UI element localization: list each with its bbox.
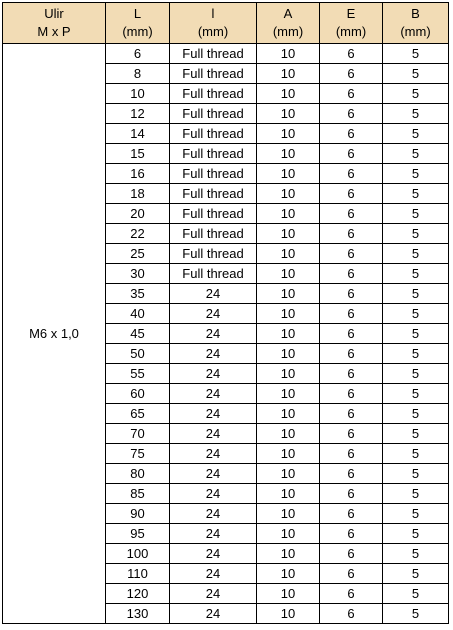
cell-i: Full thread	[170, 104, 257, 124]
cell-e: 6	[320, 604, 383, 624]
header-ulir-line1: Ulir	[44, 6, 64, 21]
cell-b: 5	[383, 444, 449, 464]
cell-i: 24	[170, 504, 257, 524]
cell-a: 10	[257, 284, 320, 304]
cell-a: 10	[257, 144, 320, 164]
cell-a: 10	[257, 344, 320, 364]
cell-e: 6	[320, 404, 383, 424]
cell-e: 6	[320, 424, 383, 444]
cell-b: 5	[383, 244, 449, 264]
cell-a: 10	[257, 464, 320, 484]
cell-i: Full thread	[170, 244, 257, 264]
cell-l: 50	[106, 344, 170, 364]
cell-e: 6	[320, 464, 383, 484]
header-l	[106, 3, 170, 44]
cell-a: 10	[257, 524, 320, 544]
cell-b: 5	[383, 544, 449, 564]
cell-b: 5	[383, 484, 449, 504]
cell-b: 5	[383, 224, 449, 244]
cell-b: 5	[383, 84, 449, 104]
cell-i: 24	[170, 584, 257, 604]
cell-b: 5	[383, 44, 449, 64]
cell-l: 95	[106, 524, 170, 544]
cell-i: 24	[170, 364, 257, 384]
cell-e: 6	[320, 244, 383, 264]
cell-b: 5	[383, 64, 449, 84]
cell-a: 10	[257, 164, 320, 184]
cell-i: 24	[170, 404, 257, 424]
cell-i: 24	[170, 604, 257, 624]
cell-a: 10	[257, 504, 320, 524]
header-e-line1: E	[346, 6, 356, 21]
bolt-spec-table	[2, 2, 449, 624]
cell-a: 10	[257, 264, 320, 284]
header-e-line2: (mm)	[335, 24, 367, 39]
cell-a: 10	[257, 564, 320, 584]
cell-l: 75	[106, 444, 170, 464]
cell-e: 6	[320, 324, 383, 344]
header-b	[383, 3, 449, 44]
header-e	[320, 3, 383, 44]
cell-i: Full thread	[170, 84, 257, 104]
cell-a: 10	[257, 64, 320, 84]
cell-e: 6	[320, 564, 383, 584]
cell-b: 5	[383, 344, 449, 364]
cell-i: 24	[170, 324, 257, 344]
header-ulir-line2: M x P	[37, 24, 71, 39]
cell-e: 6	[320, 444, 383, 464]
cell-a: 10	[257, 364, 320, 384]
cell-e: 6	[320, 504, 383, 524]
cell-a: 10	[257, 404, 320, 424]
cell-a: 10	[257, 544, 320, 564]
cell-i: 24	[170, 464, 257, 484]
cell-e: 6	[320, 124, 383, 144]
cell-b: 5	[383, 144, 449, 164]
cell-e: 6	[320, 484, 383, 504]
cell-b: 5	[383, 204, 449, 224]
header-a-line2: (mm)	[272, 24, 304, 39]
cell-e: 6	[320, 104, 383, 124]
cell-l: 20	[106, 204, 170, 224]
cell-i: Full thread	[170, 64, 257, 84]
cell-e: 6	[320, 164, 383, 184]
cell-i: 24	[170, 284, 257, 304]
cell-a: 10	[257, 224, 320, 244]
cell-i: Full thread	[170, 124, 257, 144]
cell-l: 18	[106, 184, 170, 204]
cell-a: 10	[257, 124, 320, 144]
cell-a: 10	[257, 324, 320, 344]
header-row	[3, 3, 449, 44]
cell-b: 5	[383, 304, 449, 324]
cell-b: 5	[383, 264, 449, 284]
cell-b: 5	[383, 604, 449, 624]
cell-b: 5	[383, 324, 449, 344]
cell-b: 5	[383, 404, 449, 424]
cell-e: 6	[320, 184, 383, 204]
cell-l: 65	[106, 404, 170, 424]
cell-e: 6	[320, 44, 383, 64]
cell-a: 10	[257, 424, 320, 444]
cell-b: 5	[383, 424, 449, 444]
cell-e: 6	[320, 364, 383, 384]
cell-l: 25	[106, 244, 170, 264]
cell-l: 30	[106, 264, 170, 284]
cell-i: Full thread	[170, 204, 257, 224]
cell-i: 24	[170, 304, 257, 324]
cell-i: Full thread	[170, 184, 257, 204]
cell-e: 6	[320, 344, 383, 364]
table-body	[3, 44, 449, 624]
cell-b: 5	[383, 584, 449, 604]
cell-l: 12	[106, 104, 170, 124]
cell-l: 120	[106, 584, 170, 604]
cell-a: 10	[257, 84, 320, 104]
cell-e: 6	[320, 64, 383, 84]
cell-a: 10	[257, 604, 320, 624]
cell-i: Full thread	[170, 164, 257, 184]
cell-e: 6	[320, 224, 383, 244]
cell-l: 100	[106, 544, 170, 564]
cell-l: 35	[106, 284, 170, 304]
cell-e: 6	[320, 524, 383, 544]
cell-a: 10	[257, 104, 320, 124]
header-i	[170, 3, 257, 44]
header-i-line1: l	[211, 6, 215, 21]
cell-l: 22	[106, 224, 170, 244]
cell-e: 6	[320, 584, 383, 604]
cell-b: 5	[383, 284, 449, 304]
cell-i: Full thread	[170, 144, 257, 164]
cell-l: 6	[106, 44, 170, 64]
header-b-line2: (mm)	[400, 24, 431, 39]
cell-b: 5	[383, 364, 449, 384]
cell-l: 14	[106, 124, 170, 144]
cell-i: 24	[170, 524, 257, 544]
cell-b: 5	[383, 124, 449, 144]
cell-l: 85	[106, 484, 170, 504]
cell-e: 6	[320, 544, 383, 564]
cell-l: 90	[106, 504, 170, 524]
header-l-line2: (mm)	[122, 24, 153, 39]
cell-b: 5	[383, 184, 449, 204]
cell-l: 8	[106, 64, 170, 84]
cell-b: 5	[383, 464, 449, 484]
table-row	[3, 44, 449, 64]
cell-l: 55	[106, 364, 170, 384]
cell-b: 5	[383, 504, 449, 524]
cell-a: 10	[257, 384, 320, 404]
cell-i: 24	[170, 564, 257, 584]
cell-b: 5	[383, 564, 449, 584]
cell-l: 110	[106, 564, 170, 584]
cell-a: 10	[257, 184, 320, 204]
cell-a: 10	[257, 244, 320, 264]
cell-i: 24	[170, 484, 257, 504]
header-a-line1: A	[283, 6, 293, 21]
cell-l: 130	[106, 604, 170, 624]
cell-l: 40	[106, 304, 170, 324]
cell-i: Full thread	[170, 224, 257, 244]
cell-i: 24	[170, 384, 257, 404]
header-i-line2: (mm)	[197, 24, 229, 39]
cell-e: 6	[320, 144, 383, 164]
cell-l: 45	[106, 324, 170, 344]
cell-i: 24	[170, 544, 257, 564]
cell-a: 10	[257, 44, 320, 64]
cell-e: 6	[320, 84, 383, 104]
cell-a: 10	[257, 444, 320, 464]
cell-i: Full thread	[170, 44, 257, 64]
cell-l: 10	[106, 84, 170, 104]
cell-a: 10	[257, 304, 320, 324]
cell-e: 6	[320, 204, 383, 224]
cell-a: 10	[257, 204, 320, 224]
cell-l: 80	[106, 464, 170, 484]
cell-i: Full thread	[170, 264, 257, 284]
cell-e: 6	[320, 384, 383, 404]
cell-l: 70	[106, 424, 170, 444]
cell-i: 24	[170, 344, 257, 364]
cell-i: 24	[170, 444, 257, 464]
cell-l: 15	[106, 144, 170, 164]
cell-e: 6	[320, 304, 383, 324]
header-ulir	[3, 3, 106, 44]
cell-e: 6	[320, 264, 383, 284]
cell-b: 5	[383, 104, 449, 124]
thread-size-cell: M6 x 1,0	[3, 44, 106, 624]
cell-i: 24	[170, 424, 257, 444]
header-l-line1: L	[133, 6, 142, 21]
header-b-line1: B	[411, 6, 420, 21]
cell-b: 5	[383, 384, 449, 404]
cell-a: 10	[257, 584, 320, 604]
cell-b: 5	[383, 524, 449, 544]
cell-e: 6	[320, 284, 383, 304]
cell-a: 10	[257, 484, 320, 504]
header-a	[257, 3, 320, 44]
cell-l: 60	[106, 384, 170, 404]
cell-l: 16	[106, 164, 170, 184]
cell-b: 5	[383, 164, 449, 184]
